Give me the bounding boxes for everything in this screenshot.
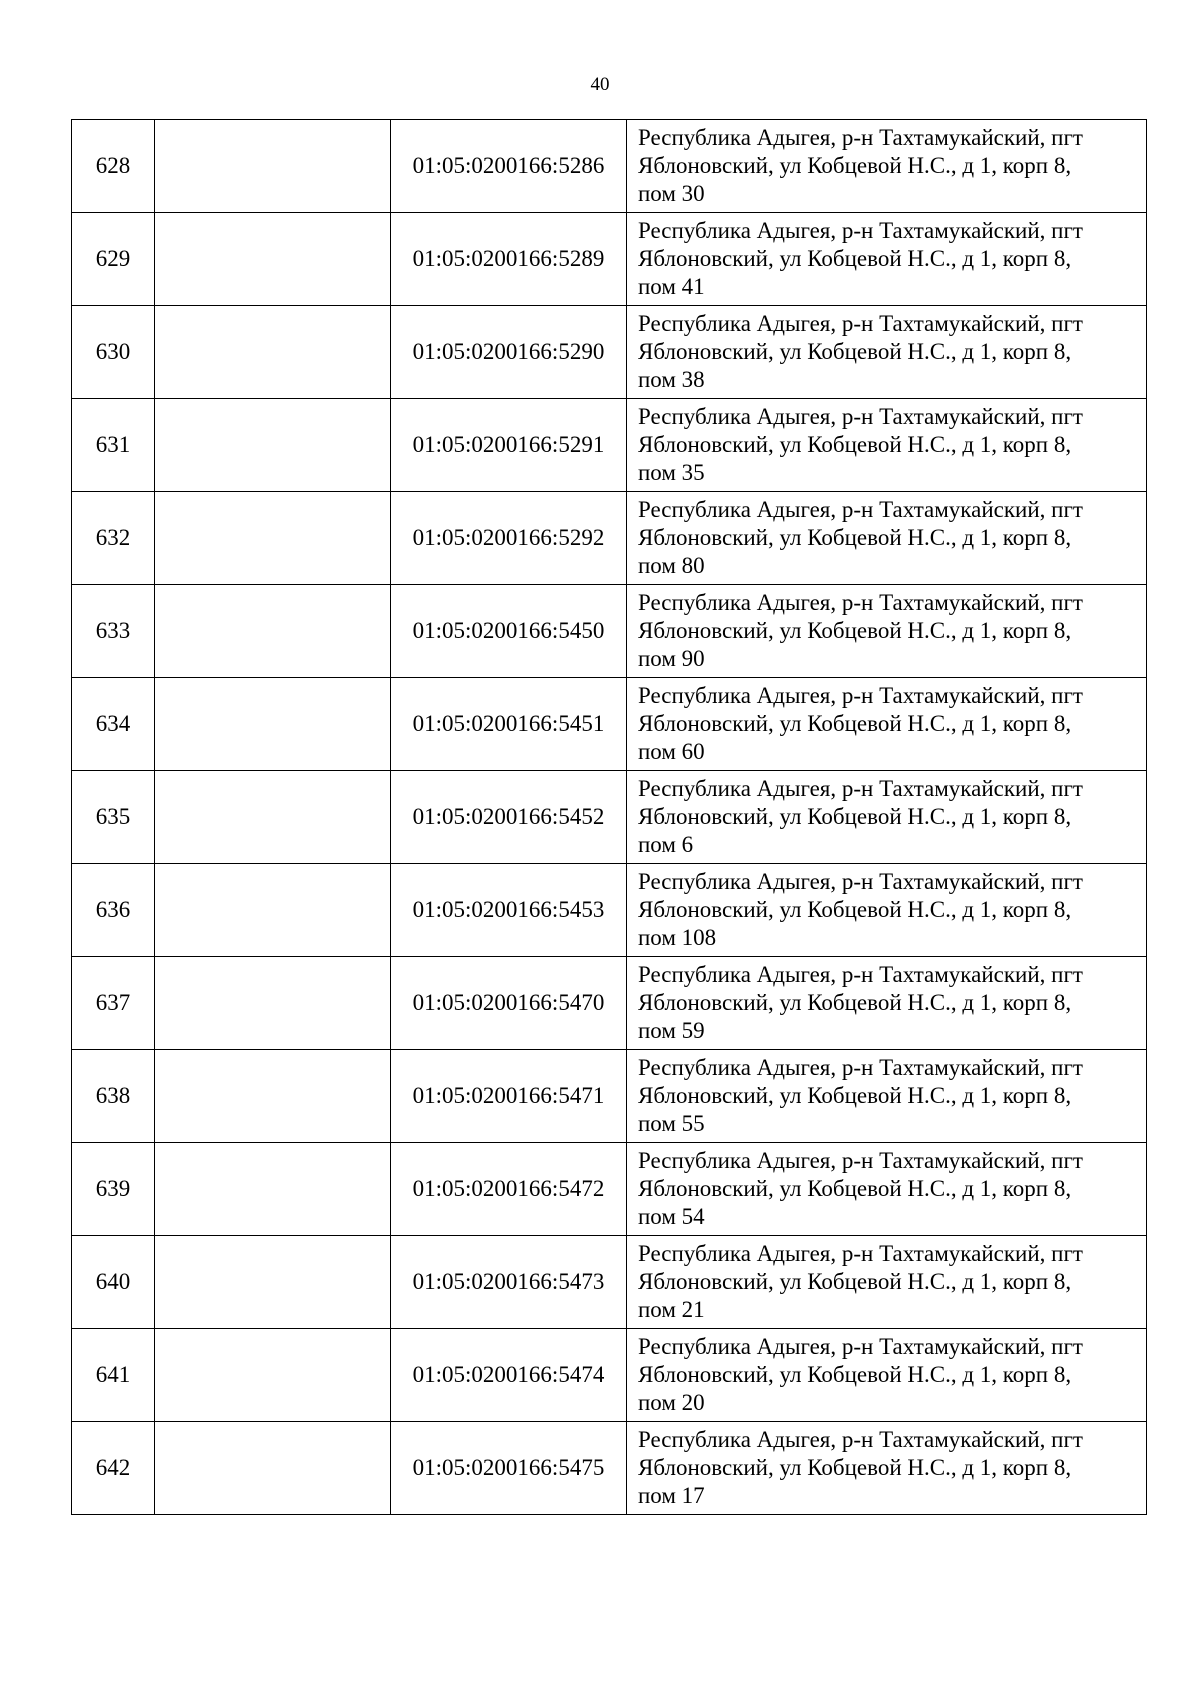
- address-line: Республика Адыгея, р-н Тахтамукайский, пгт: [638, 125, 1083, 150]
- address-cell: [627, 864, 1147, 957]
- address-line: пом 60: [638, 739, 705, 764]
- row-number: 631: [72, 399, 155, 492]
- cadastral-number: 01:05:0200166:5474: [391, 1329, 627, 1422]
- table-row: [72, 678, 1147, 771]
- address-line: Республика Адыгея, р-н Тахтамукайский, пгт: [638, 1055, 1083, 1080]
- address-line: Республика Адыгея, р-н Тахтамукайский, пгт: [638, 1241, 1083, 1266]
- cadastral-number: 01:05:0200166:5291: [391, 399, 627, 492]
- address-line: Яблоновский, ул Кобцевой Н.С., д 1, корп 8,: [638, 804, 1072, 829]
- address-line: Яблоновский, ул Кобцевой Н.С., д 1, корп 8,: [638, 432, 1072, 457]
- address-line: Республика Адыгея, р-н Тахтамукайский, пгт: [638, 311, 1083, 336]
- address-line: Яблоновский, ул Кобцевой Н.С., д 1, корп 8,: [638, 1362, 1072, 1387]
- table-row: [72, 771, 1147, 864]
- address-line: Республика Адыгея, р-н Тахтамукайский, пгт: [638, 1427, 1083, 1452]
- cadastral-number: 01:05:0200166:5289: [391, 213, 627, 306]
- row-number: 637: [72, 957, 155, 1050]
- empty-cell: [155, 1143, 391, 1236]
- address-line: Яблоновский, ул Кобцевой Н.С., д 1, корп 8,: [638, 990, 1072, 1015]
- address-line: пом 21: [638, 1297, 705, 1322]
- address-cell: [627, 771, 1147, 864]
- row-number: 642: [72, 1422, 155, 1515]
- cadastral-number: 01:05:0200166:5292: [391, 492, 627, 585]
- table-row: [72, 492, 1147, 585]
- address-line: пом 41: [638, 274, 705, 299]
- address-line: Республика Адыгея, р-н Тахтамукайский, пгт: [638, 1148, 1083, 1173]
- cadastral-number: 01:05:0200166:5473: [391, 1236, 627, 1329]
- table-row: [72, 1329, 1147, 1422]
- page-number: 40: [590, 74, 610, 95]
- address-line: Республика Адыгея, р-н Тахтамукайский, пгт: [638, 404, 1083, 429]
- empty-cell: [155, 957, 391, 1050]
- row-number: 633: [72, 585, 155, 678]
- address-line: пом 108: [638, 925, 717, 950]
- address-cell: [627, 678, 1147, 771]
- address-cell: [627, 213, 1147, 306]
- address-cell: [627, 399, 1147, 492]
- address-line: Республика Адыгея, р-н Тахтамукайский, пгт: [638, 869, 1083, 894]
- row-number: 641: [72, 1329, 155, 1422]
- address-line: пом 35: [638, 460, 705, 485]
- address-cell: [627, 1050, 1147, 1143]
- registry-table: [71, 119, 1147, 1515]
- row-number: 629: [72, 213, 155, 306]
- table-row: [72, 1236, 1147, 1329]
- row-number: 635: [72, 771, 155, 864]
- empty-cell: [155, 771, 391, 864]
- registry-table-body: [72, 120, 1147, 1515]
- empty-cell: [155, 1050, 391, 1143]
- cadastral-number: 01:05:0200166:5472: [391, 1143, 627, 1236]
- cadastral-number: 01:05:0200166:5452: [391, 771, 627, 864]
- address-cell: [627, 120, 1147, 213]
- table-row: [72, 213, 1147, 306]
- address-line: Яблоновский, ул Кобцевой Н.С., д 1, корп 8,: [638, 618, 1072, 643]
- empty-cell: [155, 1422, 391, 1515]
- table-row: [72, 120, 1147, 213]
- address-line: Яблоновский, ул Кобцевой Н.С., д 1, корп 8,: [638, 1176, 1072, 1201]
- address-line: Республика Адыгея, р-н Тахтамукайский, пгт: [638, 962, 1083, 987]
- empty-cell: [155, 1329, 391, 1422]
- cadastral-number: 01:05:0200166:5470: [391, 957, 627, 1050]
- address-line: Яблоновский, ул Кобцевой Н.С., д 1, корп 8,: [638, 1455, 1072, 1480]
- address-line: пом 55: [638, 1111, 705, 1136]
- table-row: [72, 1422, 1147, 1515]
- address-line: Яблоновский, ул Кобцевой Н.С., д 1, корп 8,: [638, 246, 1072, 271]
- address-line: Республика Адыгея, р-н Тахтамукайский, пгт: [638, 218, 1083, 243]
- address-line: пом 6: [638, 832, 694, 857]
- empty-cell: [155, 306, 391, 399]
- row-number: 636: [72, 864, 155, 957]
- address-line: пом 90: [638, 646, 705, 671]
- address-line: Республика Адыгея, р-н Тахтамукайский, пгт: [638, 683, 1083, 708]
- address-cell: [627, 1143, 1147, 1236]
- cadastral-number: 01:05:0200166:5451: [391, 678, 627, 771]
- table-row: [72, 957, 1147, 1050]
- table-row: [72, 864, 1147, 957]
- address-line: пом 17: [638, 1483, 705, 1508]
- address-line: пом 59: [638, 1018, 705, 1043]
- address-line: пом 38: [638, 367, 705, 392]
- cadastral-number: 01:05:0200166:5450: [391, 585, 627, 678]
- address-line: Яблоновский, ул Кобцевой Н.С., д 1, корп 8,: [638, 1269, 1072, 1294]
- address-cell: [627, 1236, 1147, 1329]
- address-line: Яблоновский, ул Кобцевой Н.С., д 1, корп 8,: [638, 339, 1072, 364]
- empty-cell: [155, 399, 391, 492]
- address-cell: [627, 492, 1147, 585]
- row-number: 640: [72, 1236, 155, 1329]
- cadastral-number: 01:05:0200166:5471: [391, 1050, 627, 1143]
- empty-cell: [155, 492, 391, 585]
- address-line: Республика Адыгея, р-н Тахтамукайский, пгт: [638, 590, 1083, 615]
- address-cell: [627, 1422, 1147, 1515]
- row-number: 628: [72, 120, 155, 213]
- empty-cell: [155, 678, 391, 771]
- row-number: 638: [72, 1050, 155, 1143]
- address-line: Яблоновский, ул Кобцевой Н.С., д 1, корп 8,: [638, 897, 1072, 922]
- cadastral-number: 01:05:0200166:5286: [391, 120, 627, 213]
- address-line: пом 20: [638, 1390, 705, 1415]
- empty-cell: [155, 120, 391, 213]
- row-number: 634: [72, 678, 155, 771]
- address-line: Яблоновский, ул Кобцевой Н.С., д 1, корп 8,: [638, 153, 1072, 178]
- table-row: [72, 399, 1147, 492]
- address-line: Республика Адыгея, р-н Тахтамукайский, пгт: [638, 497, 1083, 522]
- empty-cell: [155, 213, 391, 306]
- empty-cell: [155, 864, 391, 957]
- address-cell: [627, 306, 1147, 399]
- address-cell: [627, 1329, 1147, 1422]
- empty-cell: [155, 1236, 391, 1329]
- cadastral-number: 01:05:0200166:5290: [391, 306, 627, 399]
- table-row: [72, 1050, 1147, 1143]
- address-line: пом 80: [638, 553, 705, 578]
- address-line: пом 54: [638, 1204, 705, 1229]
- address-line: Республика Адыгея, р-н Тахтамукайский, пгт: [638, 776, 1083, 801]
- address-line: Яблоновский, ул Кобцевой Н.С., д 1, корп 8,: [638, 1083, 1072, 1108]
- address-line: Яблоновский, ул Кобцевой Н.С., д 1, корп 8,: [638, 525, 1072, 550]
- address-line: пом 30: [638, 181, 705, 206]
- row-number: 632: [72, 492, 155, 585]
- empty-cell: [155, 585, 391, 678]
- address-line: Республика Адыгея, р-н Тахтамукайский, пгт: [638, 1334, 1083, 1359]
- address-line: Яблоновский, ул Кобцевой Н.С., д 1, корп 8,: [638, 711, 1072, 736]
- cadastral-number: 01:05:0200166:5453: [391, 864, 627, 957]
- row-number: 630: [72, 306, 155, 399]
- cadastral-number: 01:05:0200166:5475: [391, 1422, 627, 1515]
- address-cell: [627, 957, 1147, 1050]
- table-row: [72, 306, 1147, 399]
- row-number: 639: [72, 1143, 155, 1236]
- table-row: [72, 1143, 1147, 1236]
- table-row: [72, 585, 1147, 678]
- address-cell: [627, 585, 1147, 678]
